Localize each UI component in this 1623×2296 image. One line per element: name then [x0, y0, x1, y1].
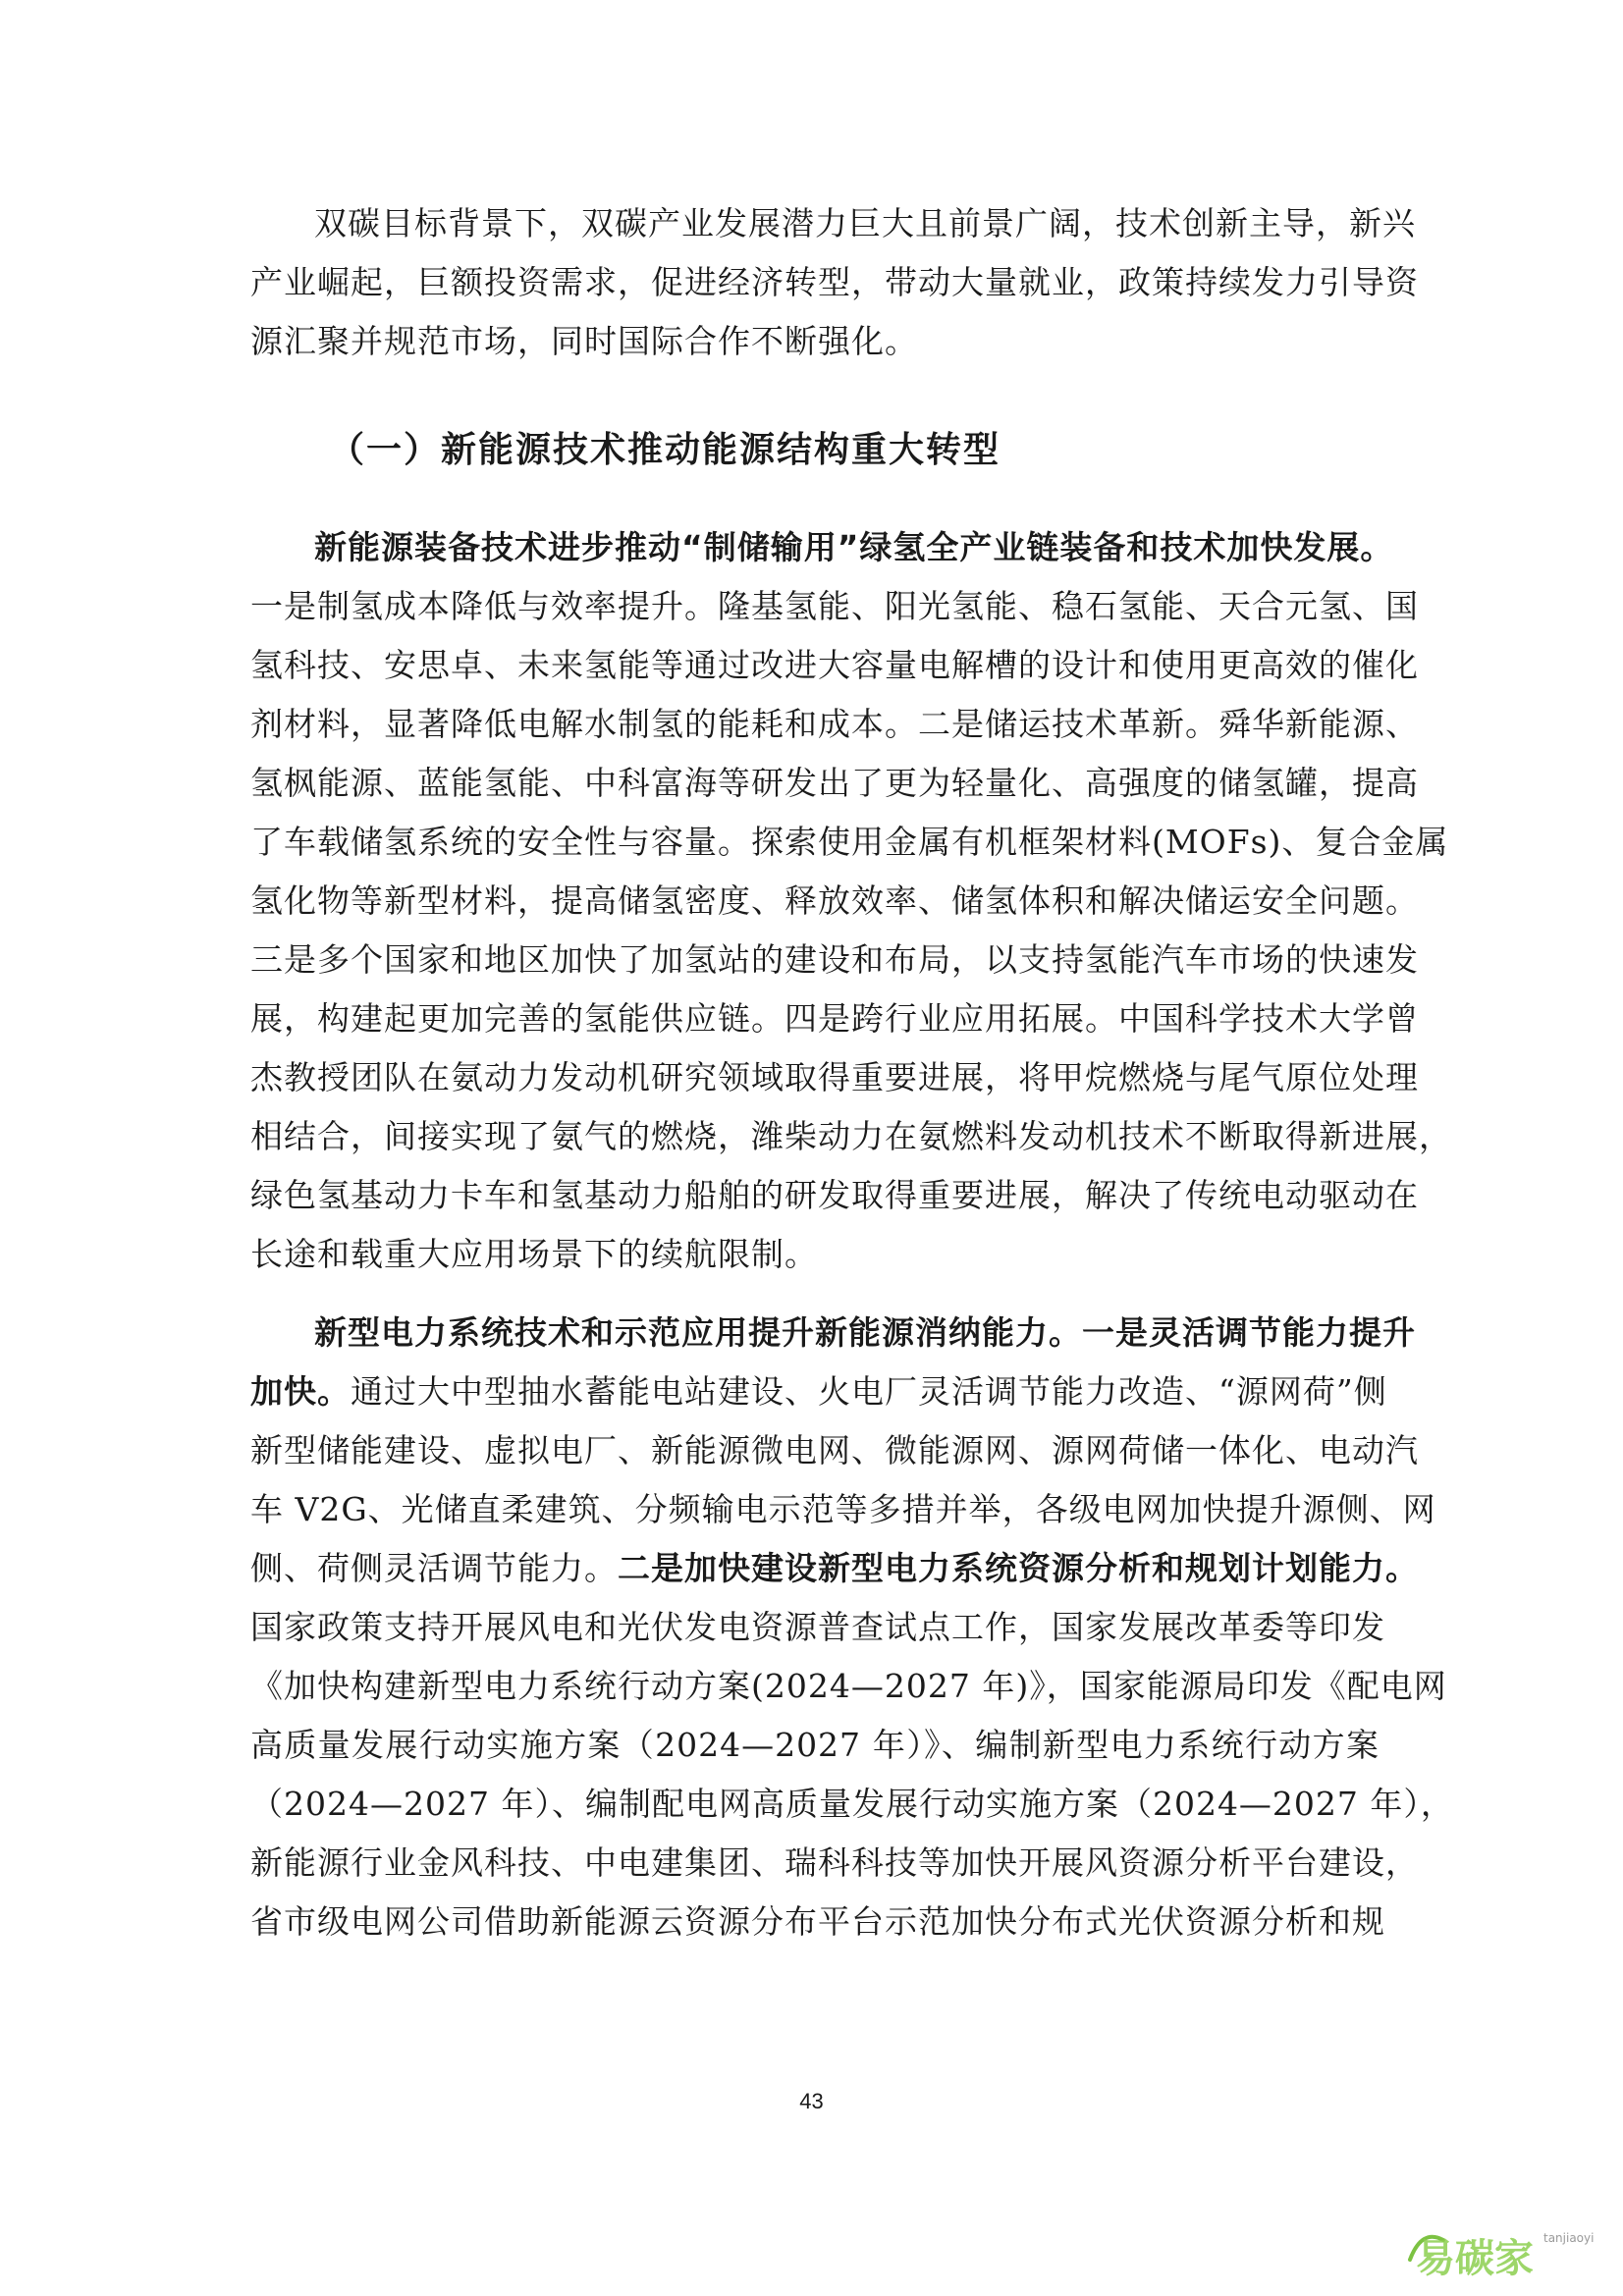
section2-line-2	[250, 1372, 1387, 1412]
section2-line: 《加快构建新型电力系统行动方案(2024—2027 年)》，国家能源局印发《配电网	[250, 1667, 1447, 1705]
page-number: 43	[799, 2089, 824, 2113]
section2-line-5	[250, 1549, 1419, 1588]
section1-line: 杰教授团队在氨动力发动机研究领域取得重要进展，将甲烷燃烧与尾气原位处理	[250, 1058, 1419, 1096]
section2-line: （2024—2027 年）、编制配电网高质量发展行动实施方案（2024—2027 年），	[250, 1785, 1454, 1823]
watermark-brand: 易碳家	[1416, 2236, 1534, 2281]
section1-line: 长途和载重大应用场景下的续航限制。	[250, 1235, 818, 1273]
watermark-logo	[1404, 2220, 1610, 2285]
section1-line: 相结合，间接实现了氨气的燃烧，潍柴动力在氨燃料发动机技术不断取得新进展，	[250, 1117, 1452, 1155]
section2-text-fragment: 通过大中型抽水蓄能电站建设、火电厂灵活调节能力改造、“源网荷”侧	[351, 1372, 1387, 1411]
section2-text-fragment: 侧、荷侧灵活调节能力。	[250, 1549, 618, 1587]
section1-line: 氢科技、安思卓、未来氢能等通过改进大容量电解槽的设计和使用更高效的催化	[250, 646, 1419, 684]
section1-line: 氢枫能源、蓝能氢能、中科富海等研发出了更为轻量化、高强度的储氢罐，提高	[250, 764, 1419, 802]
section1-line: 三是多个国家和地区加快了加氢站的建设和布局，以支持氢能汽车市场的快速发	[250, 940, 1419, 979]
section1-line: 绿色氢基动力卡车和氢基动力船舶的研发取得重要进展，解决了传统电动驱动在	[250, 1176, 1419, 1214]
section1-line: 一是制氢成本降低与效率提升。隆基氢能、阳光氢能、稳石氢能、天合元氢、国	[250, 587, 1419, 625]
section1-lead: 新能源装备技术进步推动“制储输用”绿氢全产业链装备和技术加快发展。	[314, 528, 1394, 566]
section2-line: 国家政策支持开展风电和光伏发电资源普查试点工作，国家发展改革委等印发	[250, 1608, 1385, 1646]
section-heading: （一）新能源技术推动能源结构重大转型	[329, 430, 1001, 470]
section2-line-3: 新型储能建设、虚拟电厂、新能源微电网、微能源网、源网荷储一体化、电动汽	[250, 1431, 1419, 1469]
section2-line: 省市级电网公司借助新能源云资源分布平台示范加快分布式光伏资源分析和规	[250, 1902, 1385, 1941]
section2-line: 高质量发展行动实施方案（2024—2027 年）》、编制新型电力系统行动方案	[250, 1726, 1380, 1764]
watermark-domain: tanjiaoyi	[1543, 2231, 1595, 2245]
section1-line: 剂材料，显著降低电解水制氢的能耗和成本。二是储运技术革新。舜华新能源、	[250, 705, 1419, 743]
intro-line-2: 产业崛起，巨额投资需求，促进经济转型，带动大量就业，政策持续发力引导资	[250, 263, 1419, 301]
section2-line-4: 车 V2G、光储直柔建筑、分频输电示范等多措并举，各级电网加快提升源侧、网	[250, 1490, 1436, 1528]
section2-bold-fragment: 二是加快建设新型电力系统资源分析和规划计划能力。	[618, 1549, 1419, 1587]
intro-line-3: 源汇聚并规范市场，同时国际合作不断强化。	[250, 322, 918, 360]
section1-line: 了车载储氢系统的安全性与容量。探索使用金属有机框架材料(MOFs)、复合金属	[250, 823, 1449, 861]
section2-line: 新能源行业金风科技、中电建集团、瑞科科技等加快开展风资源分析平台建设，	[250, 1843, 1419, 1882]
section2-bold-fragment: 加快。	[250, 1372, 351, 1411]
section1-line: 展，构建起更加完善的氢能供应链。四是跨行业应用拓展。中国科学技术大学曾	[250, 999, 1419, 1038]
section2-lead: 新型电力系统技术和示范应用提升新能源消纳能力。一是灵活调节能力提升	[314, 1313, 1416, 1352]
section1-line: 氢化物等新型材料，提高储氢密度、释放效率、储氢体积和解决储运安全问题。	[250, 881, 1419, 920]
intro-line-1: 双碳目标背景下，双碳产业发展潜力巨大且前景广阔，技术创新主导，新兴	[314, 204, 1416, 242]
